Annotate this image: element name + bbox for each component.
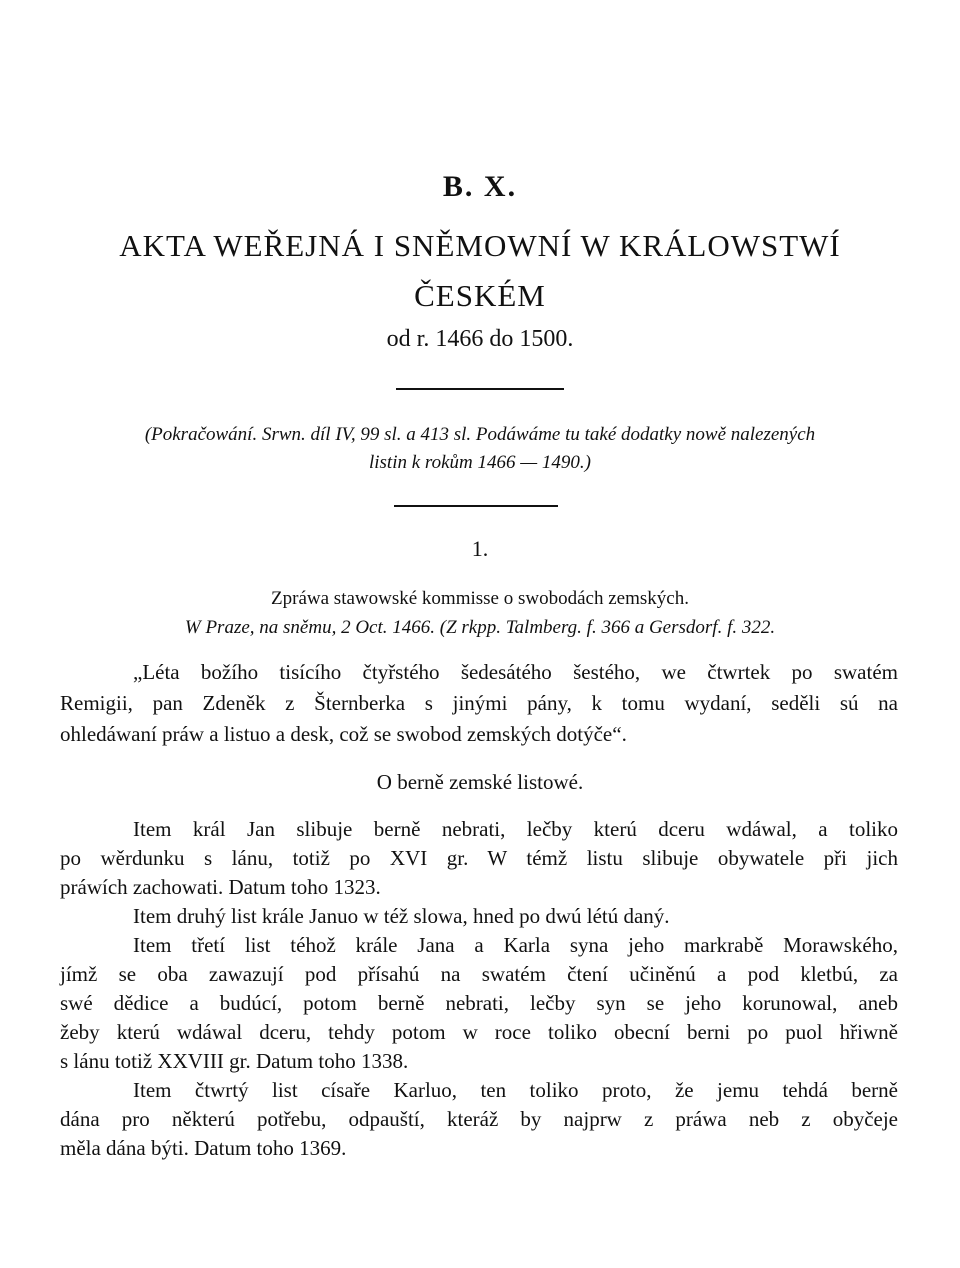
title-line-1: AKTA WEŘEJNÁ I SNĚMOWNÍ W KRÁLOWSTWÍ: [119, 228, 841, 263]
body-line: po wěrdunku s lánu, totiž po XVI gr. W témž listu slibuje obywatele při jich: [60, 846, 898, 870]
body-line: žeby kterú wdáwal dceru, tehdy potom w roce toliko obecní berni po puol hřiwně: [60, 1020, 898, 1044]
body-line: Item druhý list krále Januo w též slowa, hned po dwú létú daný.: [133, 904, 670, 928]
editorial-note-line: listin k rokům 1466 — 1490.): [368, 452, 591, 473]
divider-rule: [396, 388, 564, 390]
intro-line: Remigii, pan Zdeněk z Šternberka s jinými pány, k tomu wydaní, seděli sú na: [60, 691, 898, 715]
body-line: Item král Jan slibuje berně nebrati, lečby kterú dceru wdáwal, a toliko: [133, 817, 898, 841]
subheading: O berně zemské listowé.: [376, 770, 584, 794]
body-line: swé dědice a budúcí, potom berně nebrati, lečby syn se jeho korunowal, aneb: [60, 991, 898, 1015]
body-line: Item třetí list téhož krále Jana a Karla syna jeho markrabě Morawského,: [133, 933, 898, 957]
document-source: W Praze, na sněmu, 2 Oct. 1466. (Z rkpp. Talmberg. f. 366 a Gersdorf. f. 322.: [184, 617, 776, 638]
body-line: práwích zachowati. Datum toho 1323.: [60, 875, 381, 899]
body-line: Item čtwrtý list císaře Karluo, ten toliko proto, že jemu tehdá berně: [133, 1078, 898, 1102]
title-line-2: ČESKÉM: [414, 278, 546, 313]
body-line: dána pro některú potřebu, odpauští, kteráž by najprw z práwa neb z obyčeje: [60, 1107, 898, 1131]
body-line: jímž se oba zawazují pod přísahú na swatém čtení učiněnú a pod kletbú, za: [60, 962, 898, 986]
divider-rule: [394, 505, 558, 507]
body-line: měla dána býti. Datum toho 1369.: [60, 1136, 347, 1160]
editorial-note-line: (Pokračowání. Srwn. díl IV, 99 sl. a 413 sl. Podáwáme tu také dodatky nowě nalezených: [144, 424, 816, 445]
document-title: Zpráwa stawowské kommisse o swobodách zemských.: [271, 588, 689, 609]
date-range: od r. 1466 do 1500.: [386, 326, 574, 352]
section-mark: B. X.: [442, 170, 518, 203]
body-line: s lánu totiž XXVIII gr. Datum toho 1338.: [60, 1049, 409, 1073]
intro-line: „Léta božího tisícího čtyřstého šedesátého šestého, we čtwrtek po swatém: [133, 660, 898, 684]
document-number: 1.: [471, 536, 489, 561]
intro-line: ohledáwaní práw a listuo a desk, což se swobod zemských dotýče“.: [60, 722, 627, 746]
